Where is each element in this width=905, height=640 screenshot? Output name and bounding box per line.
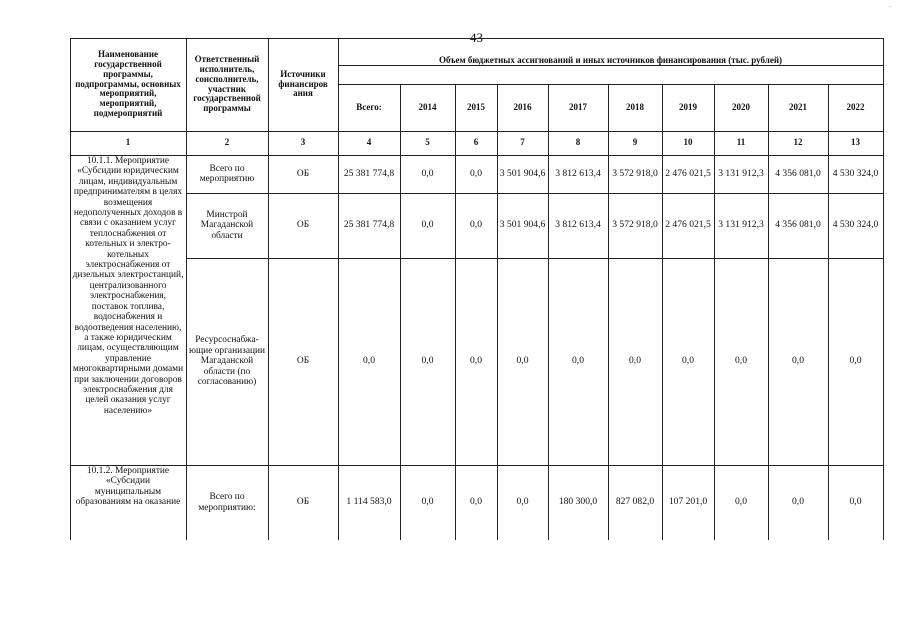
value-cell: 3 812 613,4 (555, 219, 601, 231)
header-year: 2015 (467, 101, 485, 112)
value-cell: 0,0 (735, 496, 747, 508)
value-cell: 3 572 918,0 (612, 167, 658, 179)
header-year: Всего: (356, 101, 382, 112)
value-cell: 0,0 (792, 496, 804, 508)
header-year: 2016 (513, 101, 532, 112)
header-year: 2019 (679, 101, 697, 112)
header-executor: Ответственный исполнитель, соисполнитель, участник государственной программы (193, 54, 261, 114)
table-rule (455, 84, 456, 540)
executor-cell: Всего по мероприятию (199, 163, 255, 184)
value-cell: 3 131 912,3 (718, 219, 764, 231)
header-year: 2022 (846, 101, 865, 112)
value-cell: 2 476 021,5 (665, 219, 711, 231)
value-cell: 0,0 (849, 496, 862, 508)
column-number: 13 (851, 137, 860, 148)
column-number: 9 (632, 137, 638, 148)
column-number: 3 (300, 137, 306, 148)
value-cell: 0,0 (363, 355, 375, 367)
source-cell: ОБ (296, 497, 310, 508)
value-cell: 3 812 613,4 (555, 167, 601, 179)
value-cell: 4 530 324,0 (832, 167, 879, 179)
value-cell: 0,0 (470, 496, 482, 508)
value-cell: 25 381 774,8 (343, 167, 395, 179)
value-cell: 3 501 904,6 (499, 219, 546, 231)
value-cell: 25 381 774,8 (343, 219, 395, 231)
corner-mark: ‐ (889, 4, 891, 10)
table-rule (548, 84, 549, 540)
measure-name: 10.1.2. Мероприятие «Субсидии муниципальным образованиям на оказание (75, 466, 181, 508)
header-program-name: Наименование государственной программы, подпрограммы, основных мероприятий, мероприятий, подмероприятий (75, 49, 181, 118)
column-number: 11 (736, 137, 746, 148)
table-rule (338, 38, 339, 540)
header-year: 2017 (569, 101, 587, 112)
value-cell: 0,0 (421, 355, 434, 367)
value-cell: 3 131 912,3 (718, 167, 764, 179)
table-rule (608, 84, 609, 540)
value-cell: 0,0 (516, 355, 529, 367)
table-rule (883, 84, 884, 540)
table-rule (662, 84, 663, 540)
column-number: 12 (793, 137, 803, 148)
value-cell: 0,0 (516, 496, 529, 508)
table-rule (70, 38, 71, 540)
table-rule (828, 84, 829, 540)
header-year: 2021 (789, 101, 807, 112)
table-rule (400, 84, 401, 540)
value-cell: 827 082,0 (615, 496, 655, 508)
value-cell: 0,0 (421, 219, 434, 231)
column-number: 6 (473, 137, 479, 148)
value-cell: 0,0 (470, 219, 482, 231)
value-cell: 0,0 (735, 355, 747, 367)
value-cell: 3 572 918,0 (612, 219, 658, 231)
value-cell: 0,0 (572, 355, 584, 367)
column-number: 5 (425, 137, 430, 148)
header-year: 2018 (626, 101, 644, 112)
executor-cell: Минстрой Магаданской области (200, 209, 254, 241)
value-cell: 107 201,0 (668, 496, 708, 508)
column-number: 4 (366, 137, 372, 148)
value-cell: 0,0 (470, 167, 482, 179)
executor-cell: Ресурсоснабжа-ющие организации Магаданской области (по согласованию) (188, 335, 266, 388)
table-rule (883, 38, 884, 84)
value-cell: 0,0 (682, 355, 694, 367)
value-cell: 0,0 (421, 167, 434, 179)
column-number: 2 (224, 137, 230, 148)
column-number: 1 (125, 137, 131, 148)
value-cell: 1 114 583,0 (346, 496, 392, 508)
table-rule (768, 84, 769, 540)
table-rule (714, 84, 715, 540)
value-cell: 0,0 (849, 355, 862, 367)
value-cell: 0,0 (792, 355, 804, 367)
value-cell: 4 356 081,0 (775, 167, 821, 179)
column-number: 7 (520, 137, 525, 148)
value-cell: 2 476 021,5 (665, 167, 711, 179)
column-number: 8 (575, 137, 581, 148)
value-cell: 0,0 (629, 355, 641, 367)
table-rule (497, 84, 498, 540)
column-number: 10 (683, 137, 693, 148)
header-source: Источники финансиров ания (278, 68, 328, 99)
header-funding-volume: Объем бюджетных ассигнований и иных источников финансирования (тыс. рублей) (438, 55, 783, 66)
value-cell: 0,0 (421, 496, 434, 508)
value-cell: 4 356 081,0 (775, 219, 821, 231)
value-cell: 3 501 904,6 (499, 167, 546, 179)
source-cell: ОБ (296, 220, 310, 231)
executor-cell: Всего по мероприятию: (198, 492, 256, 513)
value-cell: 180 300,0 (558, 496, 598, 508)
header-year: 2020 (732, 101, 750, 112)
value-cell: 0,0 (470, 355, 482, 367)
table-rule (268, 38, 269, 540)
table-rule (186, 38, 187, 540)
source-cell: ОБ (296, 356, 310, 367)
measure-name: 10.1.1. Мероприятие «Субсидии юридическим лицам, индивидуальным предпринимателям в целях возмещения недополученных доходов в связи с оказанием услуг теплоснабжения от котельных и электро-котельных электроснабжения от дизельных электростанций, централизованного электроснабжения, поставок топлива, водоснабжения и водоотведения населению, а также юридическим лицам, осуществляющим управление многоквартирными домами при заключении договоров электроснабжения для целей оказания услуг населению» (72, 156, 184, 416)
page-number: 43 (470, 30, 483, 45)
source-cell: ОБ (296, 168, 310, 179)
value-cell: 4 530 324,0 (832, 219, 879, 231)
header-year: 2014 (418, 101, 437, 112)
